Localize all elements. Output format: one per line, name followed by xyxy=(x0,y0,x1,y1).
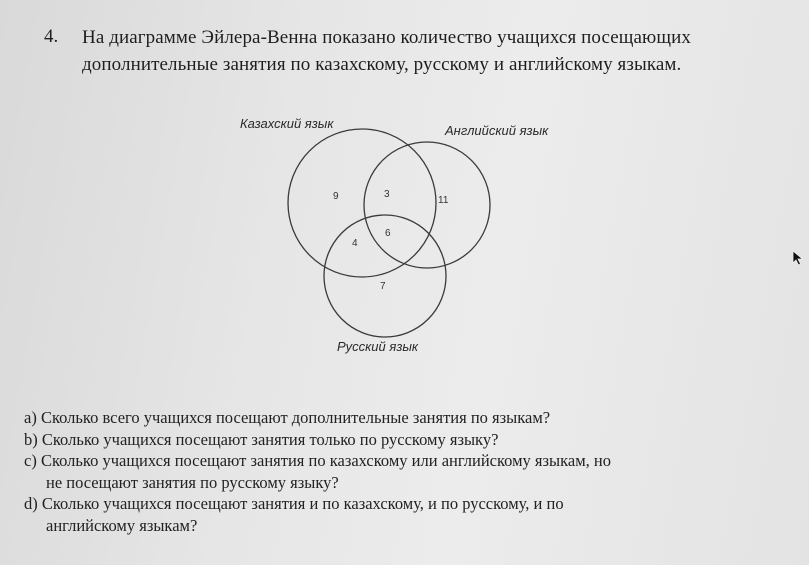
task-statement-line-1: На диаграмме Эйлера-Венна показано количество учащихся посещающих xyxy=(82,27,691,48)
question-a: a) Сколько всего учащихся посещают дополнительные занятия по языкам? xyxy=(24,408,551,427)
label-kazakh: Казахский язык xyxy=(240,116,334,131)
label-english: Английский язык xyxy=(445,123,549,138)
circle-english xyxy=(364,142,490,268)
value-kazakh-only: 9 xyxy=(333,191,339,202)
value-russian-only: 7 xyxy=(380,281,386,292)
label-russian: Русский язык xyxy=(337,339,419,354)
value-all-three: 6 xyxy=(385,228,391,239)
question-c-line-1: c) Сколько учащихся посещают занятия по казахскому или английскому языкам, но xyxy=(24,451,611,470)
value-kazakh-english: 3 xyxy=(384,189,390,200)
mouse-cursor-icon xyxy=(792,250,804,266)
value-kazakh-russian: 4 xyxy=(352,238,358,249)
question-d-line-2: английскому языкам? xyxy=(46,515,198,535)
questions-list xyxy=(24,407,784,536)
question-d-line-1: d) Сколько учащихся посещают занятия и по казахскому, и по русскому, и по xyxy=(24,494,564,513)
task-statement-line-2: дополнительные занятия по казахскому, русскому и английскому языкам. xyxy=(82,54,682,75)
task-number: 4. xyxy=(44,26,59,47)
value-english-only: 11 xyxy=(438,195,449,206)
question-c-line-2: не посещают занятия по русскому языку? xyxy=(46,472,339,492)
question-b: b) Сколько учащихся посещают занятия только по русскому языку? xyxy=(24,429,499,449)
circle-kazakh xyxy=(288,129,436,277)
